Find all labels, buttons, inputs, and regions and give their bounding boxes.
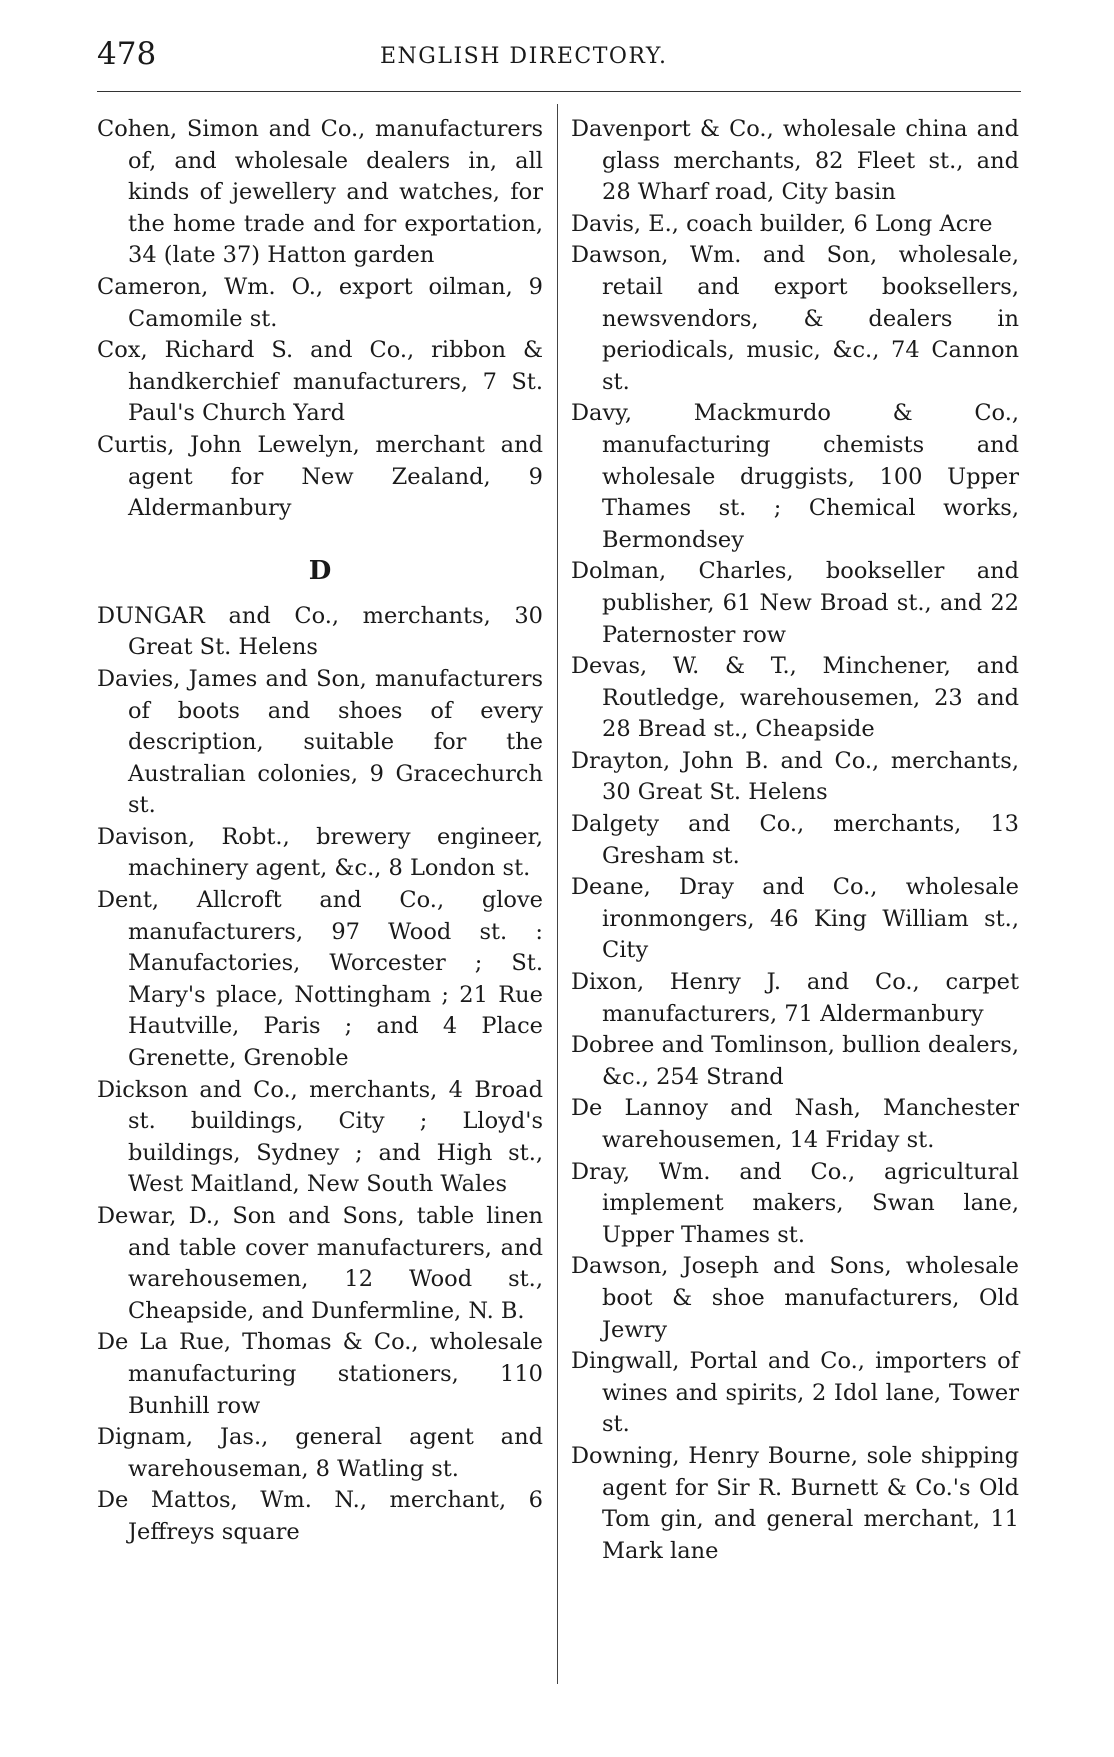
- directory-entry: De La Rue, Thomas & Co., wholesale manufacturing stationers, 110 Bunhill row: [97, 1329, 543, 1419]
- section-heading: D: [308, 555, 332, 586]
- directory-entry: Drayton, John B. and Co., merchants, 30 Great St. Helens: [571, 747, 1019, 806]
- left-column: [97, 114, 543, 1549]
- directory-entry: Dalgety and Co., merchants, 13 Gresham st.: [571, 811, 1019, 869]
- directory-entry: Devas, W. & T., Minchener, and Routledge, warehousemen, 23 and 28 Bread st., Cheapside: [571, 653, 1019, 743]
- directory-entry: Deane, Dray and Co., wholesale ironmongers, 46 King William st., City: [571, 874, 1019, 964]
- directory-entry: Dixon, Henry J. and Co., carpet manufacturers, 71 Aldermanbury: [571, 969, 1019, 1027]
- directory-entry: Dolman, Charles, bookseller and publisher, 61 New Broad st., and 22 Paternoster row: [571, 558, 1019, 648]
- directory-entry: Davy, Mackmurdo & Co., manufacturing chemists and wholesale druggists, 100 Upper Thames st. ; Chemical works, Bermondsey: [571, 400, 1019, 553]
- directory-entry: Dingwall, Portal and Co., importers of wines and spirits, 2 Idol lane, Tower st.: [571, 1348, 1019, 1438]
- directory-entry: Cox, Richard S. and Co., ribbon & handkerchief manufacturers, 7 St. Paul's Church Yard: [97, 337, 543, 427]
- directory-entry: Curtis, John Lewelyn, merchant and agent for New Zealand, 9 Aldermanbury: [97, 431, 543, 522]
- directory-entry: Cameron, Wm. O., export oilman, 9 Camomile st.: [97, 273, 543, 332]
- directory-entry: Davies, James and Son, manufacturers of boots and shoes of every description, suitable for the Australian colonies, 9 Gracechurch st.: [97, 665, 543, 819]
- directory-entry: De Lannoy and Nash, Manchester warehousemen, 14 Friday st.: [571, 1095, 1019, 1153]
- directory-entry: De Mattos, Wm. N., merchant, 6 Jeffreys square: [97, 1487, 543, 1545]
- directory-entry: Downing, Henry Bourne, sole shipping agent for Sir R. Burnett & Co.'s Old Tom gin, and general merchant, 11 Mark lane: [571, 1442, 1019, 1564]
- directory-entry: DUNGAR and Co., merchants, 30 Great St. Helens: [97, 602, 543, 661]
- directory-entry: Dickson and Co., merchants, 4 Broad st. buildings, City ; Lloyd's buildings, Sydney ; and High st., West Maitland, New South Wales: [97, 1076, 543, 1198]
- directory-entry: Davis, E., coach builder, 6 Long Acre: [571, 210, 993, 237]
- directory-entry: Dawson, Wm. and Son, wholesale, retail and export booksellers, newsvendors, & dealers in periodicals, music, &c., 74 Cannon st.: [571, 242, 1019, 395]
- right-column: [571, 114, 1019, 1567]
- running-head: ENGLISH DIRECTORY.: [380, 44, 668, 69]
- directory-entry: Dent, Allcroft and Co., glove manufacturers, 97 Wood st. : Manufactories, Worcester ; St. Mary's place, Nottingham ; 21 Rue Hautville, Paris ; and 4 Place Grenette, Grenoble: [97, 887, 543, 1072]
- directory-entry: Dray, Wm. and Co., agricultural implement makers, Swan lane, Upper Thames st.: [571, 1158, 1019, 1248]
- header-rule: [97, 91, 1021, 92]
- directory-entry: Dignam, Jas., general agent and warehouseman, 8 Watling st.: [97, 1424, 543, 1482]
- column-divider: [557, 104, 558, 1684]
- directory-entry: Davenport & Co., wholesale china and glass merchants, 82 Fleet st., and 28 Wharf road, City basin: [571, 116, 1019, 206]
- directory-entry: Dobree and Tomlinson, bullion dealers, &c., 254 Strand: [571, 1032, 1019, 1090]
- directory-entry: Cohen, Simon and Co., manufacturers of, and wholesale dealers in, all kinds of jewellery and watches, for the home trade and for exportation, 34 (late 37) Hatton garden: [97, 116, 543, 269]
- directory-entry: Davison, Robt., brewery engineer, machinery agent, &c., 8 London st.: [97, 823, 543, 882]
- directory-entry: Dewar, D., Son and Sons, table linen and table cover manufacturers, and warehousemen, 12 Wood st., Cheapside, and Dunfermline, N. B.: [97, 1203, 543, 1324]
- page-number: 478: [97, 36, 157, 72]
- directory-entry: Dawson, Joseph and Sons, wholesale boot & shoe manufacturers, Old Jewry: [571, 1253, 1019, 1343]
